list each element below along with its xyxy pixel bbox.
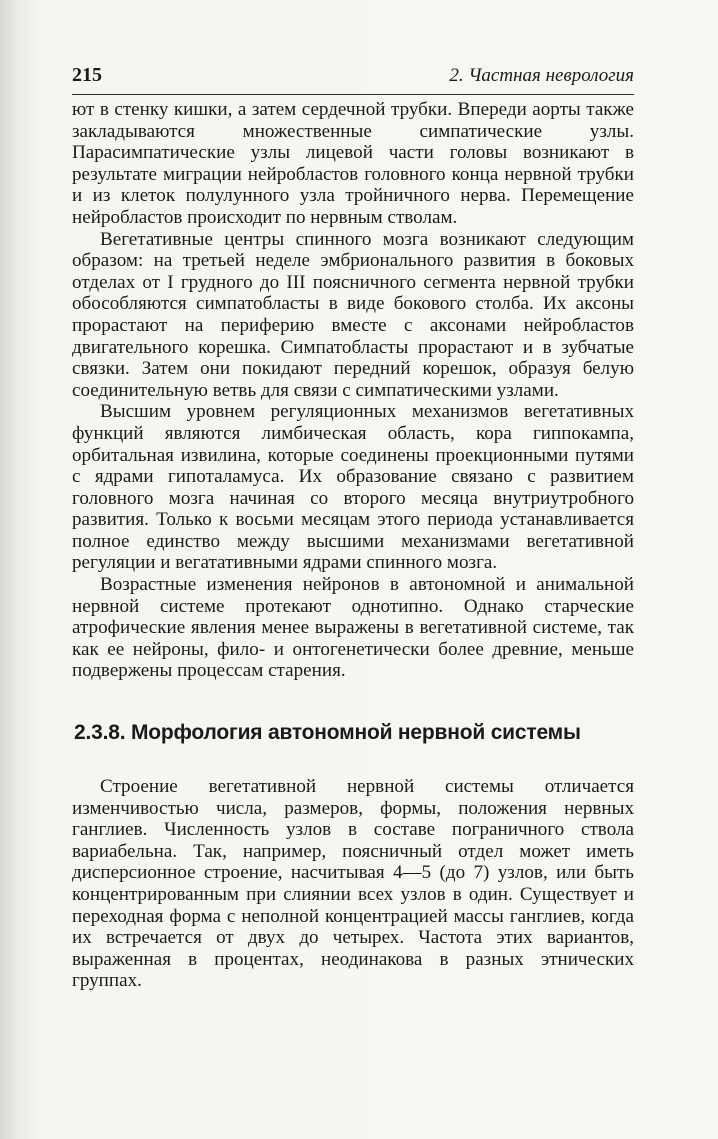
page-content bbox=[72, 56, 634, 992]
paragraph-vegetative-centers: Вегетативные центры спинного мозга возникают следующим образом: на третьей неделе эмбрионального развития в боковых отделах от I грудного до III поясничного сегмента нервной трубки обособляются симпатобласты в виде бокового столба. Их аксоны прорастают на периферию вместе с аксонами нейробластов двигательного корешка. Симпатобласты прорастают и в зубчатые связки. Затем они покидают передний корешок, образуя белую соединительную ветвь для связи с симпатическими узлами. bbox=[72, 228, 634, 401]
chapter-title: 2. Частная неврология bbox=[449, 65, 634, 86]
page-number: 215 bbox=[72, 64, 102, 86]
running-head bbox=[72, 56, 634, 95]
paragraph-age-changes: Возрастные изменения нейронов в автономной и анимальной нервной системе протекают однотипно. Однако старческие атрофические явления менее выражены в вегетативной системе, так как ее нейроны, фило- и онтогенетически более древние, меньше подвержены процессам старения. bbox=[72, 574, 634, 682]
paragraph-continued: ют в стенку кишки, а затем сердечной трубки. Впереди аорты также закладываются множественные симпатические узлы. Парасимпатические узлы лицевой части головы возникают в результате миграции нейробластов головного конца нервной трубки и из клеток полулунного узла тройничного нерва. Перемещение нейробластов происходит по нервным стволам. bbox=[72, 99, 634, 228]
paragraph-regulation-levels: Высшим уровнем регуляционных механизмов вегетативных функций являются лимбическая область, кора гиппокампа, орбитальная извилина, которые соединены проекционными путями с ядрами гипоталамуса. Их образование связано с развитием головного мозга начиная со второго месяца внутриутробного развития. Только к восьми месяцам этого периода устанавливается полное единство между высшими механизмами вегетативной регуляции и вегатативными ядрами спинного мозга. bbox=[72, 401, 634, 574]
section-heading: 2.3.8. Морфология автономной нервной системы bbox=[74, 721, 581, 745]
paragraph-morphology: Строение вегетативной нервной системы отличается изменчивостью числа, размеров, формы, положения нервных ганглиев. Численность узлов в составе пограничного ствола вариабельна. Так, например, поясничный отдел может иметь дисперсионное строение, насчитывая 4—5 (до 7) узлов, или быть концентрированным при слиянии всех узлов в один. Существует и переходная форма с неполной концентрацией массы ганглиев, когда их встречается от двух до четырех. Частота этих вариантов, выраженная в процентах, неодинакова в разных этнических группах. bbox=[72, 776, 634, 992]
